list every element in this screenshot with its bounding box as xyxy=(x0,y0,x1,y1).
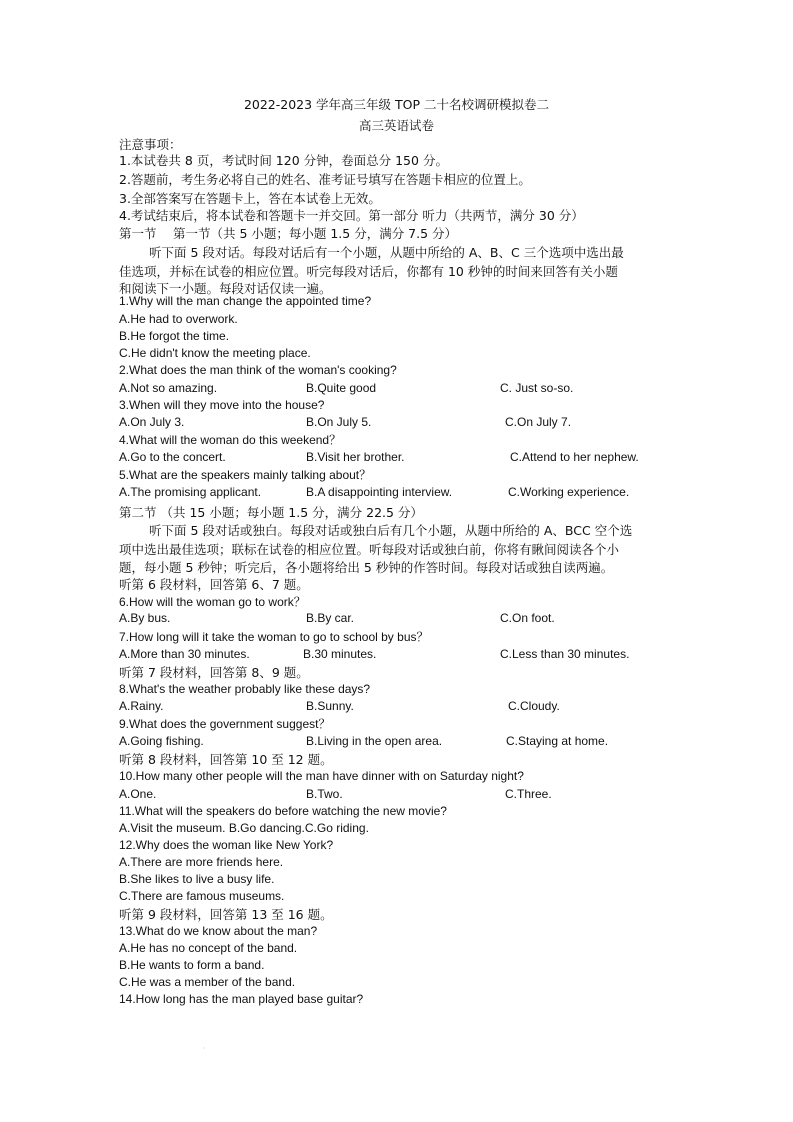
notes-heading: 注意事项： xyxy=(119,137,182,152)
question-stem: 13.What do we know about the man? xyxy=(119,924,318,938)
note-item: 1.本试卷共 8 页，考试时间 120 分钟，卷面总分 150 分。 xyxy=(119,153,448,168)
question-stem: 8.What's the weather probably like these days? xyxy=(119,682,371,696)
option-b: B.A disappointing interview. xyxy=(306,485,453,499)
option-b: B.Visit her brother. xyxy=(306,450,405,464)
material-heading: 听第 7 段材料，回答第 8、9 题。 xyxy=(119,665,309,680)
section2-instruction: 题，每小题 5 秒钟；听完后，各小题将给出 5 秒钟的作答时间。每段对话或独自读两遍。 xyxy=(119,560,614,575)
material-heading: 听第 8 段材料，回答第 10 至 12 题。 xyxy=(119,752,333,767)
option-c: C.There are famous museums. xyxy=(119,889,285,903)
question-stem: 9.What does the government suggest？ xyxy=(119,717,331,731)
question-stem: 1.Why will the man change the appointed time? xyxy=(119,294,372,308)
option-b: B.Two. xyxy=(306,787,343,801)
options-line: A.Visit the museum. B.Go dancing.C.Go riding. xyxy=(119,821,369,835)
exam-subtitle: 高三英语试卷 xyxy=(358,118,434,133)
option-a: A.Rainy. xyxy=(119,699,164,713)
option-b: B.Quite good xyxy=(306,381,377,395)
question-stem: 4.What will the woman do this weekend？ xyxy=(119,433,342,447)
option-c: C.He didn't know the meeting place. xyxy=(119,346,311,360)
section1-instruction: 佳选项，并标在试卷的相应位置。听完每段对话后，你都有 10 秒钟的时间来回答有关小题 xyxy=(119,264,618,279)
option-b: B.By car. xyxy=(306,611,355,625)
question-stem: 2.What does the man think of the woman's cooking? xyxy=(119,363,397,377)
option-a: A.Go to the concert. xyxy=(119,450,226,464)
option-a: A.By bus. xyxy=(119,611,171,625)
option-b: B.She likes to live a busy life. xyxy=(119,872,275,886)
question-stem: 14.How long has the man played base guitar? xyxy=(119,992,364,1006)
option-b: B.Sunny. xyxy=(306,699,354,713)
material-heading: 听第 6 段材料，回答第 6、7 题。 xyxy=(119,577,309,592)
section2-instruction: 听下面 5 段对话或独白。每段对话或独白后有几个小题，从题中所给的 A、BCC 空个选 xyxy=(149,523,633,538)
question-stem: 7.How long will it take the woman to go to school by bus？ xyxy=(119,630,429,644)
option-a: A.The promising applicant. xyxy=(119,485,262,499)
question-stem: 3.When will they move into the house? xyxy=(119,398,325,412)
option-c: C.Attend to her nephew. xyxy=(510,450,639,464)
scan-speck: · xyxy=(203,1044,206,1053)
material-heading: 听第 9 段材料，回答第 13 至 16 题。 xyxy=(119,907,333,922)
option-b: B.30 minutes. xyxy=(303,647,377,661)
option-b: B.He wants to form a band. xyxy=(119,958,265,972)
option-c: C.On July 7. xyxy=(505,415,572,429)
option-b: B.He forgot the time. xyxy=(119,329,230,343)
question-stem: 11.What will the speakers do before watching the new movie? xyxy=(119,804,447,818)
option-c: C.Cloudy. xyxy=(508,699,560,713)
option-a: A.Not so amazing. xyxy=(119,381,218,395)
option-a: A.Going fishing. xyxy=(119,734,204,748)
option-b: B.Living in the open area. xyxy=(306,734,443,748)
option-c: C.He was a member of the band. xyxy=(119,975,296,989)
option-b: B.On July 5. xyxy=(306,415,372,429)
section1-instruction: 听下面 5 段对话。每段对话后有一个小题，从题中所给的 A、B、C 三个选项中选出最 xyxy=(149,245,624,260)
section1-heading: 第一节 第一节（共 5 小题；每小题 1.5 分，满分 7.5 分） xyxy=(119,226,458,241)
option-a: A.There are more friends here. xyxy=(119,855,284,869)
question-stem: 5.What are the speakers mainly talking about？ xyxy=(119,468,372,482)
exam-title: 2022-2023 学年高三年级 TOP 二十名校调研模拟卷二 xyxy=(243,97,550,112)
note-item: 2.答题前，考生务必将自己的姓名、准考证号填写在答题卡相应的位置上。 xyxy=(119,172,531,187)
option-c: C.Less than 30 minutes. xyxy=(500,647,630,661)
option-c: C.Working experience. xyxy=(508,485,630,499)
option-c: C. Just so-so. xyxy=(500,381,574,395)
option-c: C.On foot. xyxy=(500,611,555,625)
option-a: A.One. xyxy=(119,787,157,801)
option-c: C.Three. xyxy=(505,787,552,801)
note-item: 4.考试结束后，将本试卷和答题卡一并交回。第一部分 听力（共两节，满分 30 分） xyxy=(119,208,584,223)
section1-instruction: 和阅读下一小题。每段对话仅读一遍。 xyxy=(119,281,332,296)
option-a: A.On July 3. xyxy=(119,415,185,429)
option-a: A.He had to overwork. xyxy=(119,312,238,326)
section2-instruction: 项中选出最佳选项；联标在试卷的相应位置。听每段对话或独白前，你将有瞅间阅读各个小 xyxy=(119,542,620,557)
option-a: A.He has no concept of the band. xyxy=(119,941,298,955)
note-item: 3.全部答案写在答题卡上，答在本试卷上无效。 xyxy=(119,191,381,206)
question-stem: 12.Why does the woman like New York? xyxy=(119,838,334,852)
question-stem: 10.How many other people will the man have dinner with on Saturday night? xyxy=(119,769,524,783)
option-a: A.More than 30 minutes. xyxy=(119,647,250,661)
option-c: C.Staying at home. xyxy=(506,734,609,748)
question-stem: 6.How will the woman go to work？ xyxy=(119,595,306,609)
section2-heading: 第二节 （共 15 小题；每小题 1.5 分，满分 22.5 分） xyxy=(119,505,423,520)
